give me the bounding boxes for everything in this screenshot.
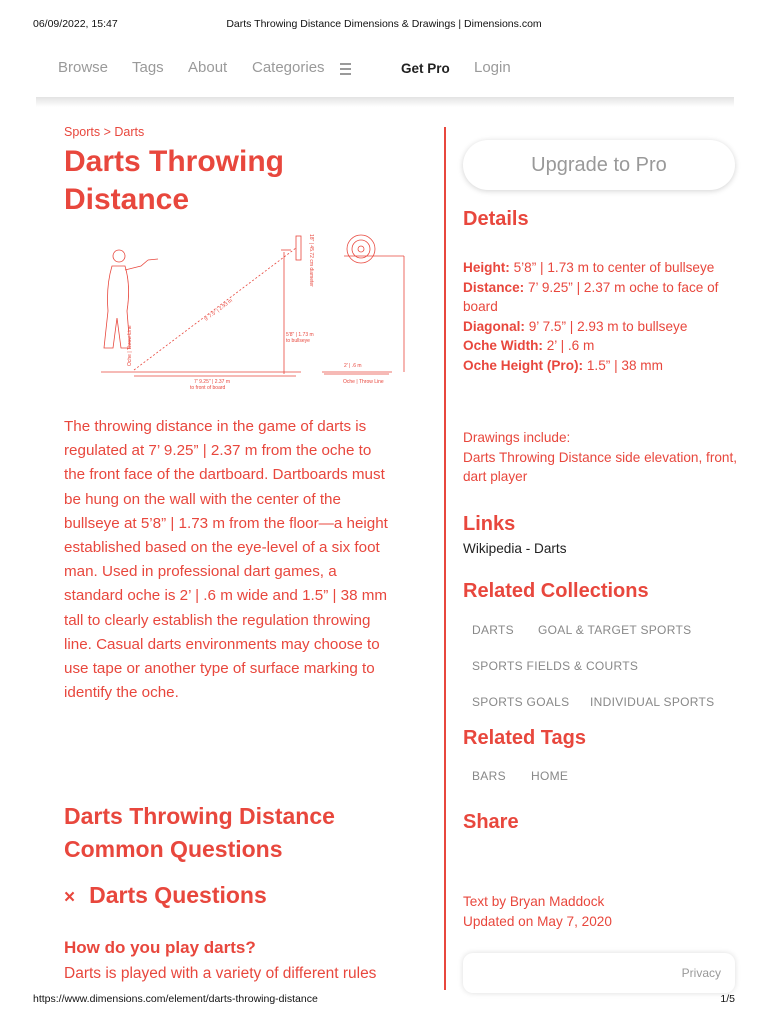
updated-date: Updated on May 7, 2020 xyxy=(463,913,612,929)
close-icon[interactable]: × xyxy=(64,887,76,908)
drawing-height-sub: to bullseye xyxy=(286,338,310,344)
tag-chip[interactable]: HOME xyxy=(531,769,569,783)
print-url: https://www.dimensions.com/element/darts-throwing-distance xyxy=(33,993,318,1005)
detail-oche-width: Oche Width: 2’ | .6 m xyxy=(463,338,595,353)
collection-chip[interactable]: GOAL & TARGET SPORTS xyxy=(538,623,692,637)
darts-questions-toggle[interactable] xyxy=(64,882,267,909)
detail-oche-height: Oche Height (Pro): 1.5” | 38 mm xyxy=(463,357,663,373)
print-footer xyxy=(0,993,768,1007)
breadcrumb-sports[interactable]: Sports xyxy=(64,125,101,139)
main-content xyxy=(64,125,404,219)
drawings-list: Darts Throwing Distance side elevation, front, dart player xyxy=(463,449,738,484)
darts-distance-drawing xyxy=(86,226,416,391)
wikipedia-darts-link[interactable]: Wikipedia - Darts xyxy=(463,541,567,556)
tag-chip[interactable]: BARS xyxy=(472,769,506,783)
drawing-distance-sub: to front of board xyxy=(190,385,226,391)
share-heading: Share xyxy=(463,811,519,833)
breadcrumb-darts[interactable]: Darts xyxy=(114,125,145,139)
drawing-height-label: 5'8" | 1.73 m xyxy=(286,332,314,338)
print-header xyxy=(0,18,768,32)
print-document-title: Darts Throwing Distance Dimensions & Drawings | Dimensions.com xyxy=(226,18,542,30)
nav-get-pro-link[interactable]: Get Pro xyxy=(401,61,450,76)
nav-categories-link[interactable]: Categories xyxy=(252,59,325,76)
related-tags-heading: Related Tags xyxy=(463,727,586,749)
details-list xyxy=(463,258,738,375)
hamburger-menu-icon[interactable] xyxy=(340,63,351,78)
breadcrumb-separator: > xyxy=(100,125,115,139)
collection-chip[interactable]: SPORTS FIELDS & COURTS xyxy=(472,659,639,673)
nav-login-link[interactable]: Login xyxy=(474,59,511,76)
detail-distance: Distance: 7’ 9.25” | 2.37 m oche to face of board xyxy=(463,279,719,314)
drawings-include xyxy=(463,428,743,487)
nav-browse-link[interactable]: Browse xyxy=(58,59,109,76)
common-questions-title: Darts Throwing Distance Common Questions xyxy=(64,803,335,862)
drawing-board-label: 18" | 45.72 cm diameter xyxy=(308,234,314,287)
collection-chip[interactable]: DARTS xyxy=(472,623,514,637)
collection-chip[interactable]: INDIVIDUAL SPORTS xyxy=(590,695,715,709)
drawings-intro: Drawings include: xyxy=(463,430,571,445)
description-paragraph: The throwing distance in the game of darts is regulated at 7’ 9.25” | 2.37 m from the oche to the front face of the dartboard. Dartboards must be hung on the wall with the center of the bullseye at 5’8” | 1.73 m from the floor—a height established based on the eye-level of a six foot man. Used in professional dart games, a standard oche is 2’ | .6 m wide and 1.5” | 38 mm tall to clearly establish the regulation throwing line. Casual darts environments may choose to use tape or another type of surface marking to identify the oche. xyxy=(64,418,388,702)
text-by: Text by Bryan Maddock xyxy=(463,894,605,909)
drawing-oche-width-label: 2' | .6 m xyxy=(344,363,362,369)
print-page-number: 1/5 xyxy=(720,993,735,1005)
nav-tags-link[interactable]: Tags xyxy=(132,59,164,76)
upgrade-to-pro-button[interactable]: Upgrade to Pro xyxy=(463,140,735,190)
author-credit xyxy=(463,892,612,931)
drawing-diagonal-label: 9' 7.5" | 2.93 m xyxy=(203,297,234,323)
related-collections-heading: Related Collections xyxy=(463,580,649,602)
breadcrumb xyxy=(64,125,404,139)
details-heading: Details xyxy=(463,208,529,230)
column-divider xyxy=(444,127,446,990)
privacy-widget[interactable] xyxy=(463,953,735,993)
detail-height: Height: 5’8” | 1.73 m to center of bullseye xyxy=(463,260,715,275)
print-timestamp: 06/09/2022, 15:47 xyxy=(33,18,118,30)
top-nav xyxy=(40,56,734,86)
collection-chip[interactable]: SPORTS GOALS xyxy=(472,695,570,709)
drawing-oche-side-label: Oche | Throw Line xyxy=(127,325,133,366)
faq-question: How do you play darts? xyxy=(64,938,256,957)
faq-answer: Darts is played with a variety of different rules xyxy=(64,965,377,982)
nav-about-link[interactable]: About xyxy=(188,59,228,76)
drawing-distance-label: 7' 9.25" | 2.37 m xyxy=(194,379,230,385)
links-heading: Links xyxy=(463,513,516,535)
privacy-label[interactable]: Privacy xyxy=(681,966,721,980)
drawing-oche-front-label: Oche | Throw Line xyxy=(343,379,384,385)
nav-shadow xyxy=(36,97,734,107)
page-title: Darts Throwing Distance xyxy=(64,145,285,216)
darts-questions-label: Darts Questions xyxy=(89,882,267,908)
detail-diagonal: Diagonal: 9’ 7.5” | 2.93 m to bullseye xyxy=(463,318,688,334)
